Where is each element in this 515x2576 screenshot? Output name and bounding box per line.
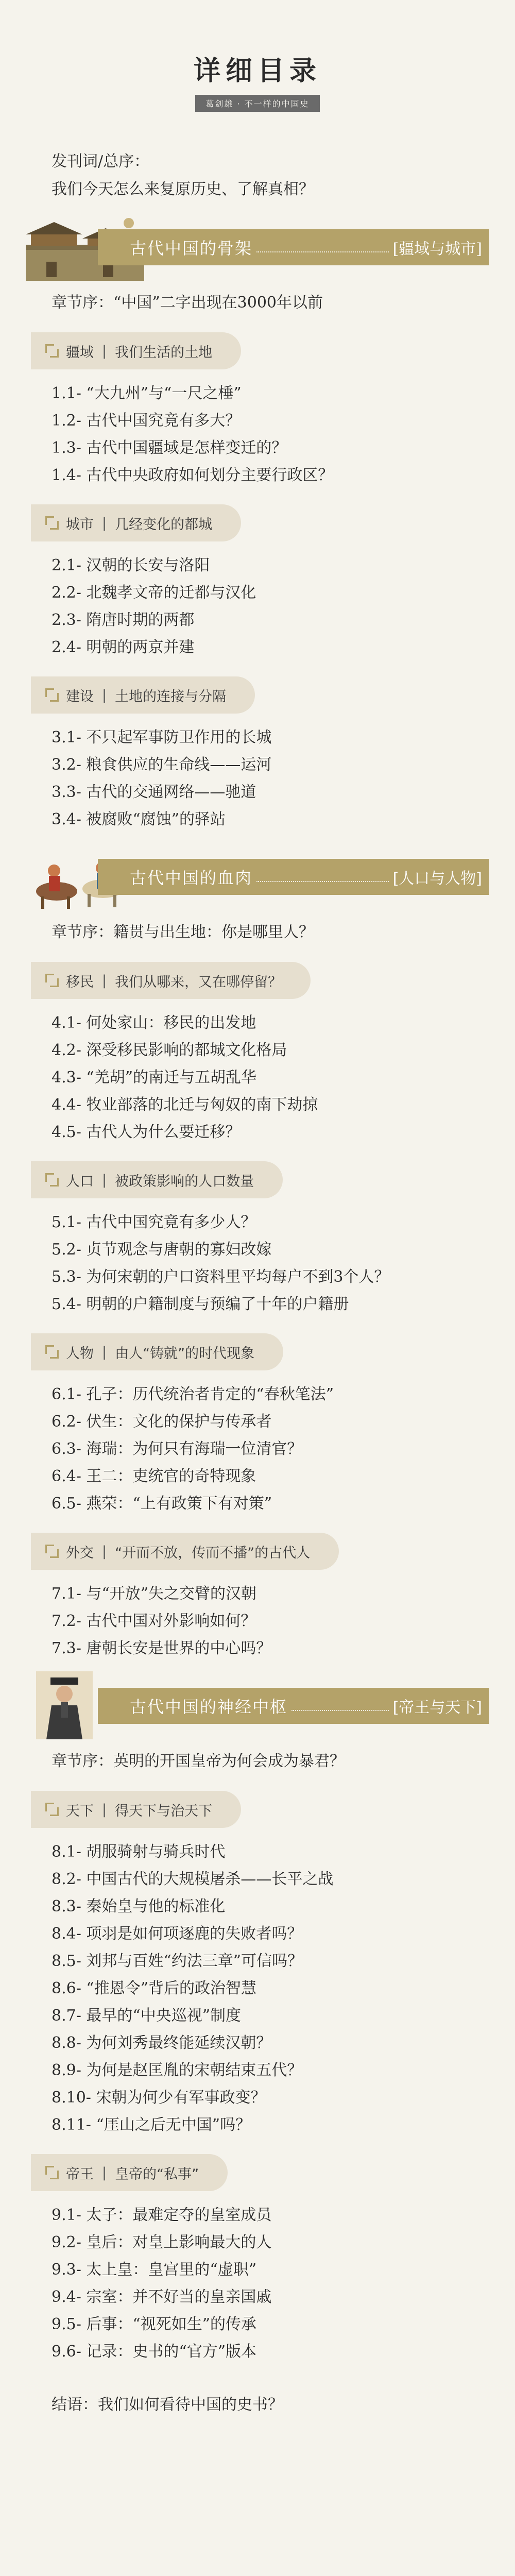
list-item[interactable]: 8.10- 宋朝为何少有军事政变？ xyxy=(52,2089,266,2107)
list-item[interactable]: 9.3- 太上皇：皇宫里的“虚职” xyxy=(52,2261,257,2279)
list-item[interactable]: 3.1- 不只起军事防卫作用的长城 xyxy=(52,728,272,747)
list-item[interactable]: 1.1- “大九州”与“一尺之棰” xyxy=(52,384,242,402)
corner-bracket-icon xyxy=(45,1545,59,1558)
group-desc: 我们从哪来，又在哪停留？ xyxy=(115,974,282,990)
page-title: 详细目录 xyxy=(193,55,321,87)
section-tag: [帝王与天下] xyxy=(392,1699,482,1717)
separator: | xyxy=(102,2164,107,2181)
list-item[interactable]: 4.5- 古代人为什么要迁移？ xyxy=(52,1123,241,1141)
corner-bracket-icon xyxy=(45,974,59,987)
list-item[interactable]: 6.1- 孔子：历代统治者肯定的“春秋笔法” xyxy=(52,1385,334,1403)
group-header xyxy=(31,676,255,714)
chapter-intro[interactable]: 章节序：籍贯与出生地：你是哪里人？ xyxy=(52,923,314,941)
section-tag: [人口与人物] xyxy=(392,870,482,888)
list-item[interactable]: 6.2- 伏生：文化的保护与传承者 xyxy=(52,1413,272,1431)
section-title-bar xyxy=(98,859,489,895)
list-item[interactable]: 6.4- 王二：吏统官的奇特现象 xyxy=(52,1467,256,1485)
separator: | xyxy=(102,1543,107,1560)
group-desc: “开而不放，传而不播”的古代人 xyxy=(115,1545,311,1561)
group-name: 人口 xyxy=(66,1173,94,1190)
list-item[interactable]: 1.3- 古代中国疆域是怎样变迁的？ xyxy=(52,439,287,457)
separator: | xyxy=(102,1344,107,1360)
separator: | xyxy=(102,1172,107,1188)
item-list xyxy=(52,1381,515,1517)
preface xyxy=(52,148,515,204)
list-item[interactable]: 2.3- 隋唐时期的两都 xyxy=(52,611,195,629)
corner-bracket-icon xyxy=(45,1173,59,1187)
list-item[interactable]: 9.2- 皇后：对皇上影响最大的人 xyxy=(52,2233,272,2251)
group-name: 人物 xyxy=(66,1345,94,1362)
group-desc: 皇帝的“私事” xyxy=(115,2166,199,2182)
section-banner-2 xyxy=(0,842,515,910)
group-name: 建设 xyxy=(66,688,94,705)
list-item[interactable]: 9.6- 记录：史书的“官方”版本 xyxy=(52,2343,257,2361)
item-list xyxy=(52,1009,515,1146)
list-item[interactable]: 5.2- 贞节观念与唐朝的寡妇改嫁 xyxy=(52,1241,272,1259)
list-item[interactable]: 3.2- 粮食供应的生命线——运河 xyxy=(52,756,272,774)
group-name: 外交 xyxy=(66,1545,94,1561)
corner-bracket-icon xyxy=(45,1345,59,1359)
group-header xyxy=(31,2154,228,2191)
list-item[interactable]: 8.8- 为何刘秀最终能延续汉朝？ xyxy=(52,2034,272,2052)
separator: | xyxy=(102,1801,107,1818)
dotted-divider xyxy=(256,246,389,252)
group-name: 帝王 xyxy=(66,2166,94,2182)
group-header xyxy=(31,332,241,369)
list-item[interactable]: 5.1- 古代中国究竟有多少人？ xyxy=(52,1213,256,1231)
section-title[interactable]: 古代中国的神经中枢 xyxy=(130,1697,288,1717)
list-item[interactable]: 6.3- 海瑞：为何只有海瑞一位清官？ xyxy=(52,1440,303,1458)
list-item[interactable]: 3.3- 古代的交通网络——驰道 xyxy=(52,783,256,801)
section-banner-3 xyxy=(0,1671,515,1739)
group-desc: 被政策影响的人口数量 xyxy=(115,1173,254,1190)
section-title[interactable]: 古代中国的骨架 xyxy=(130,239,253,258)
list-item[interactable]: 4.1- 何处家山：移民的出发地 xyxy=(52,1014,256,1032)
group-header xyxy=(31,1791,241,1828)
section-title-bar xyxy=(98,1688,489,1724)
list-item[interactable]: 1.2- 古代中国究竟有多大？ xyxy=(52,412,241,430)
list-item[interactable]: 4.4- 牧业部落的北迁与匈奴的南下劫掠 xyxy=(52,1096,318,1114)
item-list xyxy=(52,1580,515,1662)
list-item[interactable]: 8.11- “厓山之后无中国”吗？ xyxy=(52,2116,251,2134)
dotted-divider xyxy=(256,876,389,882)
group-desc: 我们生活的土地 xyxy=(115,344,213,361)
separator: | xyxy=(102,343,107,359)
section-title-bar xyxy=(98,229,489,265)
list-item[interactable]: 7.3- 唐朝长安是世界的中心吗？ xyxy=(52,1639,272,1657)
group-header xyxy=(31,504,241,541)
section-tag: [疆域与城市] xyxy=(392,240,482,258)
chapter-intro[interactable]: 章节序：英明的开国皇帝为何会成为暴君？ xyxy=(52,1752,345,1770)
group-desc: 由人“铸就”的时代现象 xyxy=(115,1345,255,1362)
list-item[interactable]: 8.4- 项羽是如何项逐鹿的失败者吗？ xyxy=(52,1925,303,1943)
page-subtitle: 葛剑雄 · 不一样的中国史 xyxy=(195,95,319,112)
item-list xyxy=(52,380,515,489)
list-item[interactable]: 5.3- 为何宋朝的户口资料里平均每户不到3个人？ xyxy=(52,1268,390,1286)
corner-bracket-icon xyxy=(45,1803,59,1816)
list-item[interactable]: 4.3- “羌胡”的南迁与五胡乱华 xyxy=(52,1069,257,1087)
list-item[interactable]: 9.5- 后事：“视死如生”的传承 xyxy=(52,2315,257,2333)
list-item[interactable]: 7.1- 与“开放”失之交臂的汉朝 xyxy=(52,1585,257,1603)
list-item[interactable]: 9.4- 宗室：并不好当的皇亲国戚 xyxy=(52,2288,272,2306)
corner-bracket-icon xyxy=(45,344,59,358)
corner-bracket-icon xyxy=(45,516,59,530)
corner-bracket-icon xyxy=(45,2166,59,2179)
list-item[interactable]: 9.1- 太子：最难定夺的皇室成员 xyxy=(52,2206,272,2224)
item-list xyxy=(52,2201,515,2365)
list-item[interactable]: 5.4- 明朝的户籍制度与预编了十年的户籍册 xyxy=(52,1295,349,1313)
item-list xyxy=(52,552,515,661)
list-item[interactable]: 7.2- 古代中国对外影响如何？ xyxy=(52,1612,256,1630)
list-item[interactable]: 3.4- 被腐败“腐蚀”的驿站 xyxy=(52,810,226,828)
preface-link[interactable]: 我们今天怎么来复原历史、了解真相？ xyxy=(52,180,314,198)
section-banner-1 xyxy=(0,213,515,281)
group-header xyxy=(31,1161,283,1198)
group-name: 天下 xyxy=(66,1803,94,1819)
list-item[interactable]: 1.4- 古代中央政府如何划分主要行政区？ xyxy=(52,466,334,484)
group-desc: 几经变化的都城 xyxy=(115,516,213,533)
group-header xyxy=(31,1333,283,1370)
chapter-intro[interactable]: 章节序：“中国”二字出现在3000年以前 xyxy=(52,294,323,312)
preface-label: 发刊词/总序： xyxy=(52,152,150,171)
group-desc: 得天下与治天下 xyxy=(115,1803,213,1819)
list-item[interactable]: 2.2- 北魏孝文帝的迁都与汉化 xyxy=(52,584,256,602)
header xyxy=(0,0,515,112)
section-title[interactable]: 古代中国的血肉 xyxy=(130,868,253,888)
separator: | xyxy=(102,687,107,703)
group-name: 疆域 xyxy=(66,344,94,361)
list-item[interactable]: 2.1- 汉朝的长安与洛阳 xyxy=(52,556,210,574)
corner-bracket-icon xyxy=(45,688,59,702)
separator: | xyxy=(102,972,107,989)
list-item[interactable]: 2.4- 明朝的两京并建 xyxy=(52,638,195,656)
list-item[interactable]: 4.2- 深受移民影响的都城文化格局 xyxy=(52,1041,287,1059)
group-name: 城市 xyxy=(66,516,94,533)
list-item[interactable]: 8.5- 刘邦与百姓“约法三章”可信吗？ xyxy=(52,1952,303,1970)
list-item[interactable]: 8.2- 中国古代的大规模屠杀——长平之战 xyxy=(52,1870,334,1888)
separator: | xyxy=(102,515,107,531)
item-list xyxy=(52,1209,515,1318)
item-list xyxy=(52,1838,515,2139)
list-item[interactable]: 8.6- “推恩令”背后的政治智慧 xyxy=(52,1979,257,1997)
item-list xyxy=(52,724,515,833)
list-item[interactable]: 8.7- 最早的“中央巡视”制度 xyxy=(52,2007,242,2025)
group-desc: 土地的连接与分隔 xyxy=(115,688,227,705)
closing-note[interactable]: 结语：我们如何看待中国的史书？ xyxy=(52,2396,283,2414)
group-name: 移民 xyxy=(66,974,94,990)
list-item[interactable]: 8.9- 为何是赵匡胤的宋朝结束五代？ xyxy=(52,2061,303,2079)
list-item[interactable]: 8.3- 秦始皇与他的标准化 xyxy=(52,1897,226,1916)
list-item[interactable]: 8.1- 胡服骑射与骑兵时代 xyxy=(52,1843,226,1861)
dotted-divider xyxy=(291,1705,389,1711)
list-item[interactable]: 6.5- 燕荣：“上有政策下有对策” xyxy=(52,1495,272,1513)
group-header xyxy=(31,962,311,999)
group-header xyxy=(31,1533,339,1570)
